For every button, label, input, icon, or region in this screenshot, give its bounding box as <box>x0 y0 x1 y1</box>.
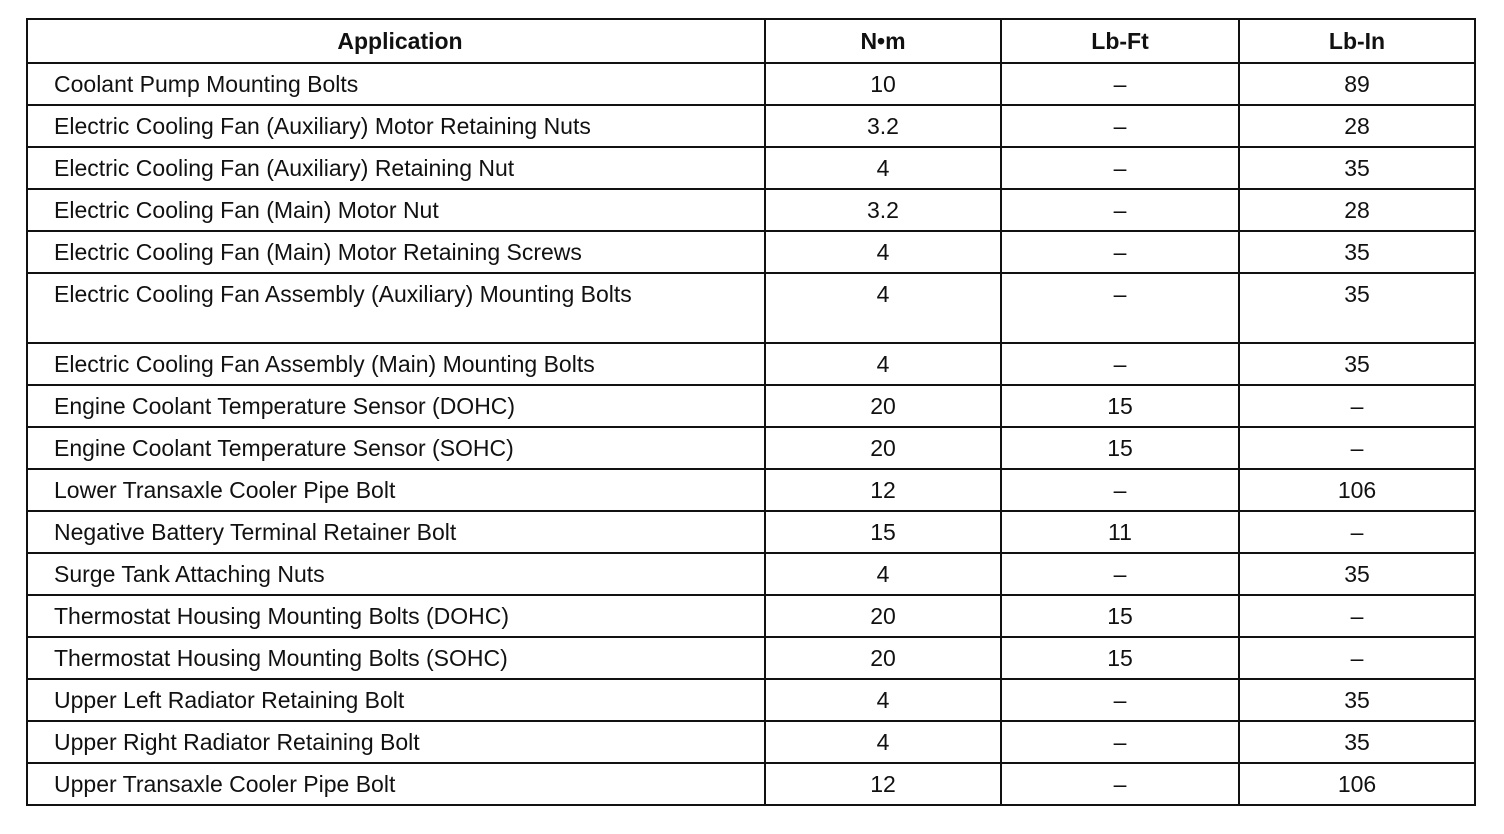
application-cell: Thermostat Housing Mounting Bolts (DOHC) <box>27 595 765 637</box>
table-row <box>27 147 1475 189</box>
lb-in-cell: – <box>1239 595 1475 637</box>
lb-ft-cell: – <box>1001 343 1239 385</box>
nm-cell: 20 <box>765 427 1001 469</box>
lb-ft-cell: – <box>1001 679 1239 721</box>
nm-cell: 3.2 <box>765 189 1001 231</box>
lb-ft-cell: – <box>1001 469 1239 511</box>
lb-ft-cell: – <box>1001 273 1239 343</box>
table-row <box>27 553 1475 595</box>
nm-cell: 4 <box>765 679 1001 721</box>
nm-cell: 4 <box>765 273 1001 343</box>
header-row <box>27 19 1475 63</box>
table-row <box>27 189 1475 231</box>
lb-in-cell: – <box>1239 511 1475 553</box>
lb-ft-cell: – <box>1001 231 1239 273</box>
lb-in-cell: 35 <box>1239 679 1475 721</box>
lb-in-cell: – <box>1239 637 1475 679</box>
lb-in-cell: 28 <box>1239 105 1475 147</box>
lb-in-cell: 35 <box>1239 147 1475 189</box>
application-cell: Lower Transaxle Cooler Pipe Bolt <box>27 469 765 511</box>
nm-cell: 20 <box>765 385 1001 427</box>
nm-cell: 4 <box>765 721 1001 763</box>
lb-in-cell: 89 <box>1239 63 1475 105</box>
column-header-nm: N•m <box>765 19 1001 63</box>
application-cell: Electric Cooling Fan Assembly (Main) Mounting Bolts <box>27 343 765 385</box>
column-header-lb-in: Lb-In <box>1239 19 1475 63</box>
fastener-torque-table <box>26 18 1476 806</box>
application-cell: Upper Right Radiator Retaining Bolt <box>27 721 765 763</box>
nm-cell: 4 <box>765 343 1001 385</box>
nm-cell: 12 <box>765 763 1001 805</box>
lb-in-cell: – <box>1239 385 1475 427</box>
table-header <box>27 19 1475 63</box>
nm-cell: 4 <box>765 553 1001 595</box>
application-cell: Electric Cooling Fan (Auxiliary) Motor Retaining Nuts <box>27 105 765 147</box>
table-row <box>27 511 1475 553</box>
nm-cell: 12 <box>765 469 1001 511</box>
application-cell: Upper Left Radiator Retaining Bolt <box>27 679 765 721</box>
lb-in-cell: 35 <box>1239 273 1475 343</box>
application-cell: Electric Cooling Fan Assembly (Auxiliary) Mounting Bolts <box>27 273 765 343</box>
lb-in-cell: 28 <box>1239 189 1475 231</box>
lb-ft-cell: – <box>1001 763 1239 805</box>
table-row <box>27 469 1475 511</box>
application-cell: Electric Cooling Fan (Main) Motor Retaining Screws <box>27 231 765 273</box>
lb-ft-cell: 15 <box>1001 637 1239 679</box>
nm-cell: 20 <box>765 595 1001 637</box>
fastener-specifications-sheet <box>26 18 1474 806</box>
lb-ft-cell: – <box>1001 553 1239 595</box>
lb-in-cell: 35 <box>1239 343 1475 385</box>
table-row <box>27 427 1475 469</box>
application-cell: Surge Tank Attaching Nuts <box>27 553 765 595</box>
table-row <box>27 343 1475 385</box>
table-row <box>27 595 1475 637</box>
application-cell: Engine Coolant Temperature Sensor (SOHC) <box>27 427 765 469</box>
nm-cell: 10 <box>765 63 1001 105</box>
lb-in-cell: – <box>1239 427 1475 469</box>
lb-ft-cell: 15 <box>1001 385 1239 427</box>
lb-ft-cell: – <box>1001 189 1239 231</box>
table-row <box>27 763 1475 805</box>
lb-ft-cell: 15 <box>1001 427 1239 469</box>
table-body <box>27 63 1475 805</box>
lb-in-cell: 35 <box>1239 553 1475 595</box>
nm-cell: 15 <box>765 511 1001 553</box>
nm-cell: 4 <box>765 147 1001 189</box>
lb-ft-cell: – <box>1001 147 1239 189</box>
application-cell: Coolant Pump Mounting Bolts <box>27 63 765 105</box>
table-row <box>27 637 1475 679</box>
table-row <box>27 385 1475 427</box>
nm-cell: 3.2 <box>765 105 1001 147</box>
column-header-application: Application <box>27 19 765 63</box>
table-row <box>27 63 1475 105</box>
table-row <box>27 679 1475 721</box>
application-cell: Engine Coolant Temperature Sensor (DOHC) <box>27 385 765 427</box>
table-row <box>27 231 1475 273</box>
application-cell: Electric Cooling Fan (Main) Motor Nut <box>27 189 765 231</box>
lb-in-cell: 106 <box>1239 763 1475 805</box>
table-row <box>27 721 1475 763</box>
table-row <box>27 273 1475 343</box>
application-cell: Electric Cooling Fan (Auxiliary) Retaining Nut <box>27 147 765 189</box>
lb-ft-cell: 15 <box>1001 595 1239 637</box>
application-cell: Upper Transaxle Cooler Pipe Bolt <box>27 763 765 805</box>
lb-ft-cell: 11 <box>1001 511 1239 553</box>
nm-cell: 20 <box>765 637 1001 679</box>
column-header-lb-ft: Lb-Ft <box>1001 19 1239 63</box>
lb-in-cell: 35 <box>1239 721 1475 763</box>
lb-in-cell: 35 <box>1239 231 1475 273</box>
application-cell: Negative Battery Terminal Retainer Bolt <box>27 511 765 553</box>
nm-cell: 4 <box>765 231 1001 273</box>
table-row <box>27 105 1475 147</box>
lb-ft-cell: – <box>1001 105 1239 147</box>
lb-in-cell: 106 <box>1239 469 1475 511</box>
application-cell: Thermostat Housing Mounting Bolts (SOHC) <box>27 637 765 679</box>
lb-ft-cell: – <box>1001 721 1239 763</box>
lb-ft-cell: – <box>1001 63 1239 105</box>
